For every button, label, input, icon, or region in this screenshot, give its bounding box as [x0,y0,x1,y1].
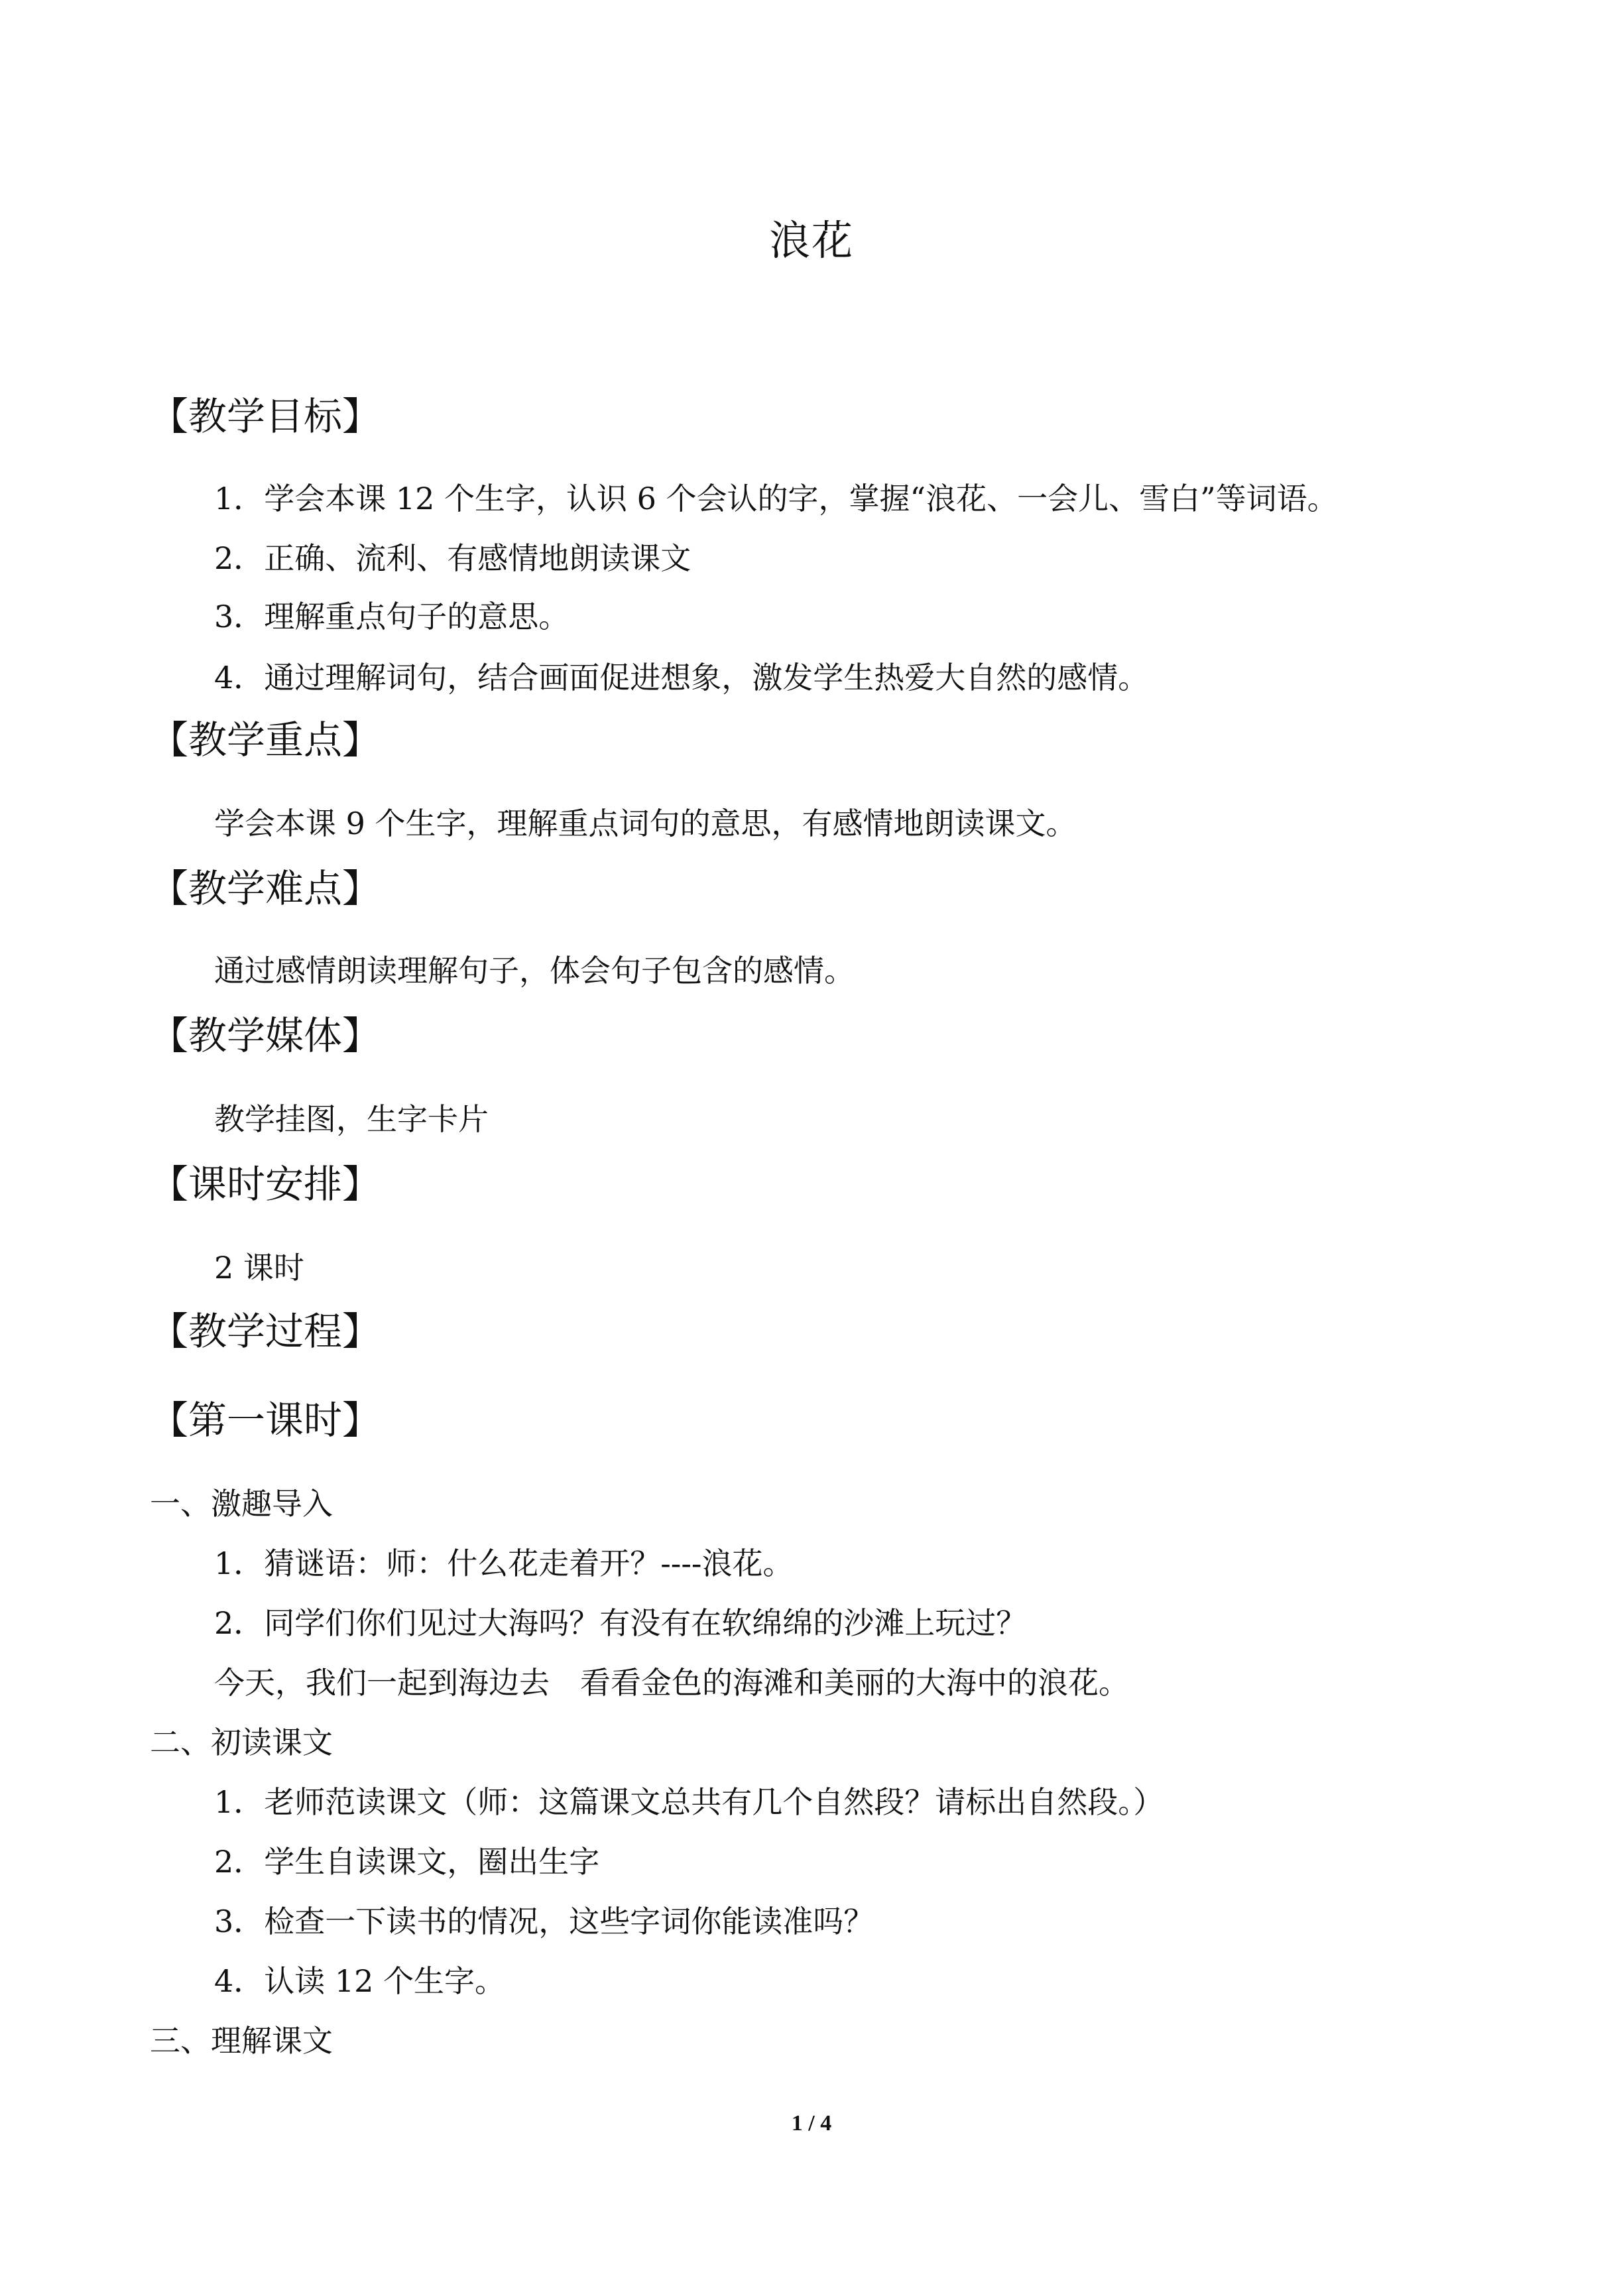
heading-first-lesson: 【第一课时】 [150,1398,381,1443]
part2-title: 二、初读课文 [150,1724,333,1760]
heading-key-points: 【教学重点】 [150,717,381,762]
document-title: 浪花 [768,216,854,265]
part1-item-3: 今天，我们一起到海边去 看看金色的海滩和美丽的大海中的浪花。 [214,1665,1129,1701]
key-points-text: 学会本课 9 个生字，理解重点词句的意思，有感情地朗读课文。 [214,806,1077,841]
media-text: 教学挂图，生字卡片 [214,1101,489,1137]
objective-item-1: 1．学会本课 12 个生字，认识 6 个会认的字，掌握“浪花、一会儿、雪白”等词语。 [214,481,1338,516]
difficulties-text: 通过感情朗读理解句子，体会句子包含的感情。 [214,953,855,989]
part1-item-2: 2．同学们你们见过大海吗？有没有在软绵绵的沙滩上玩过？ [214,1605,1027,1641]
schedule-text: 2 课时 [214,1250,304,1286]
heading-difficulties: 【教学难点】 [150,866,381,911]
part3-title: 三、理解课文 [150,2023,333,2059]
part2-item-4: 4．认读 12 个生字。 [214,1963,506,1999]
part2-item-1: 1．老师范读课文（师：这篇课文总共有几个自然段？请标出自然段。） [214,1784,1164,1820]
part1-item-1: 1．猜谜语：师：什么花走着开？----浪花。 [214,1545,794,1581]
objective-item-3: 3．理解重点句子的意思。 [214,599,570,634]
part2-item-3: 3．检查一下读书的情况，这些字词你能读准吗？ [214,1903,874,1939]
heading-schedule: 【课时安排】 [150,1162,381,1207]
objective-item-2: 2．正确、流利、有感情地朗读课文 [214,540,691,576]
heading-objectives: 【教学目标】 [150,394,381,439]
page-number: 1 / 4 [791,2111,832,2136]
heading-process: 【教学过程】 [150,1309,381,1354]
heading-media: 【教学媒体】 [150,1013,381,1058]
part2-item-2: 2．学生自读课文，圈出生字 [214,1844,600,1880]
part1-title: 一、激趣导入 [150,1486,333,1522]
objective-item-4: 4．通过理解词句，结合画面促进想象，激发学生热爱大自然的感情。 [214,660,1149,695]
